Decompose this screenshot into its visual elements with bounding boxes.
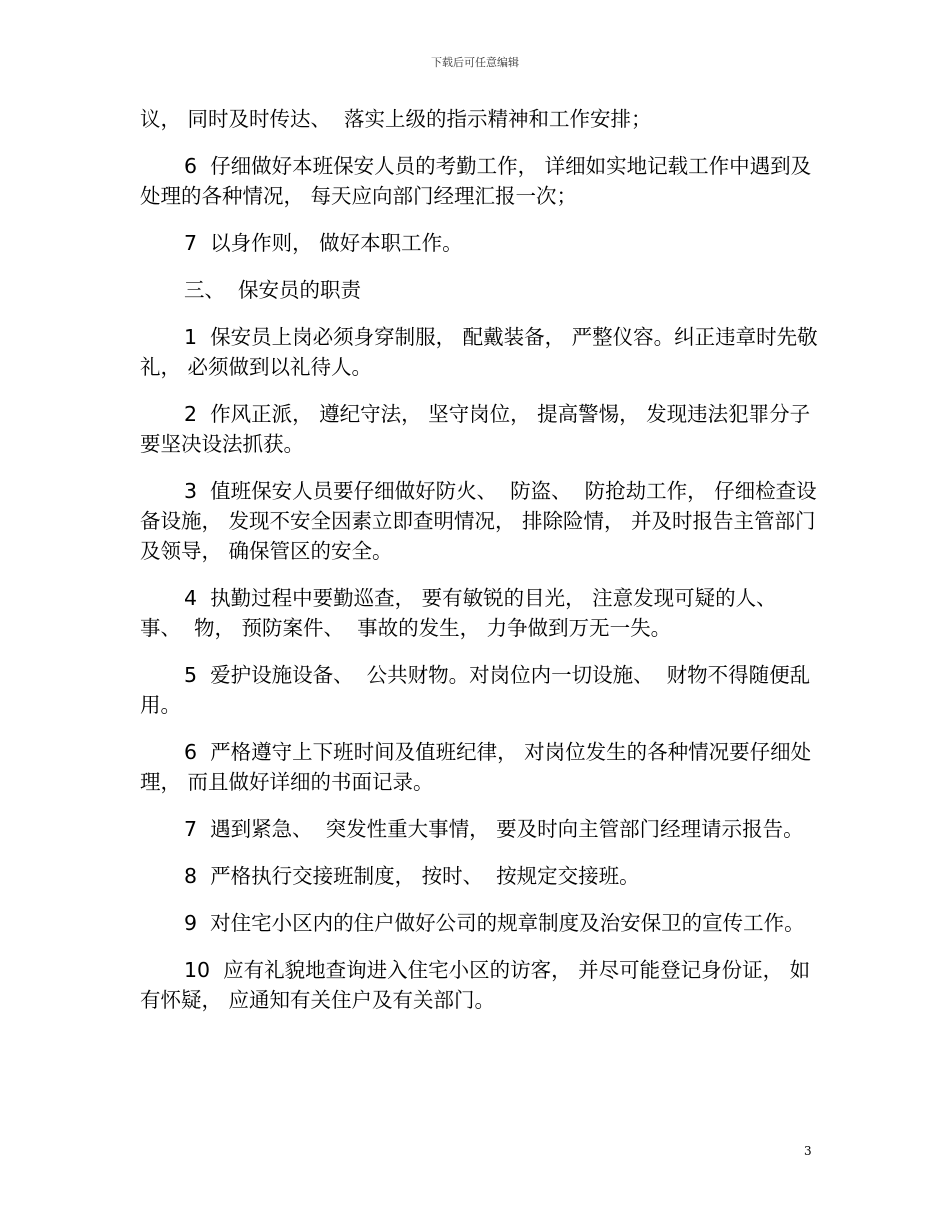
paragraph-1: 议， 同时及时传达、 落实上级的指示精神和工作安排； [140,107,652,131]
duty-item-10: 10 应有礼貌地查询进入住宅小区的访客， 并尽可能登记身份证， 如有怀疑， 应通知有关住户及有关部门。 [140,958,811,1012]
page-header: 下载后可任意编辑 [431,56,519,69]
duty-item-7: 7 遇到紧急、 突发性重大事情， 要及时向主管部门经理请示报告。 [184,817,804,841]
document-body [140,104,820,1032]
duty-item-8: 8 严格执行交接班制度， 按时、 按规定交接班。 [184,864,640,888]
duty-item-3: 3 值班保安人员要仔细做好防火、 防盗、 防抢劫工作， 仔细检查设备设施， 发现不安全因素立即查明情况， 排除险情， 并及时报告主管部门及领导， 确保管区的安全。 [140,479,817,563]
section-heading: 三、 保安员的职责 [184,278,362,302]
duty-item-1: 1 保安员上岗必须身穿制服， 配戴装备， 严整仪容。纠正违章时先敬礼， 必须做到以礼待人。 [140,325,818,379]
duty-item-4: 4 执勤过程中要勤巡查， 要有敏锐的目光， 注意发现可疑的人、 事、 物， 预防案件、 事故的发生， 力争做到万无一失。 [140,586,784,640]
duty-item-2: 2 作风正派， 遵纪守法， 坚守岗位， 提高警惕， 发现违法犯罪分子要坚决设法抓获。 [140,402,811,456]
duty-item-6: 6 严格遵守上下班时间及值班纪律， 对岗位发生的各种情况要仔细处理， 而且做好详细的书面记录。 [140,740,812,794]
duty-item-5: 5 爱护设施设备、 公共财物。对岗位内一切设施、 财物不得随便乱用。 [140,663,811,717]
paragraph-2: 6 仔细做好本班保安人员的考勤工作， 详细如实地记载工作中遇到及处理的各种情况， 每天应向部门经理汇报一次； [140,154,812,208]
paragraph-3: 7 以身作则， 做好本职工作。 [184,231,463,255]
page-number: 3 [804,1144,812,1158]
duty-item-9: 9 对住宅小区内的住户做好公司的规章制度及治安保卫的宣传工作。 [184,911,805,935]
